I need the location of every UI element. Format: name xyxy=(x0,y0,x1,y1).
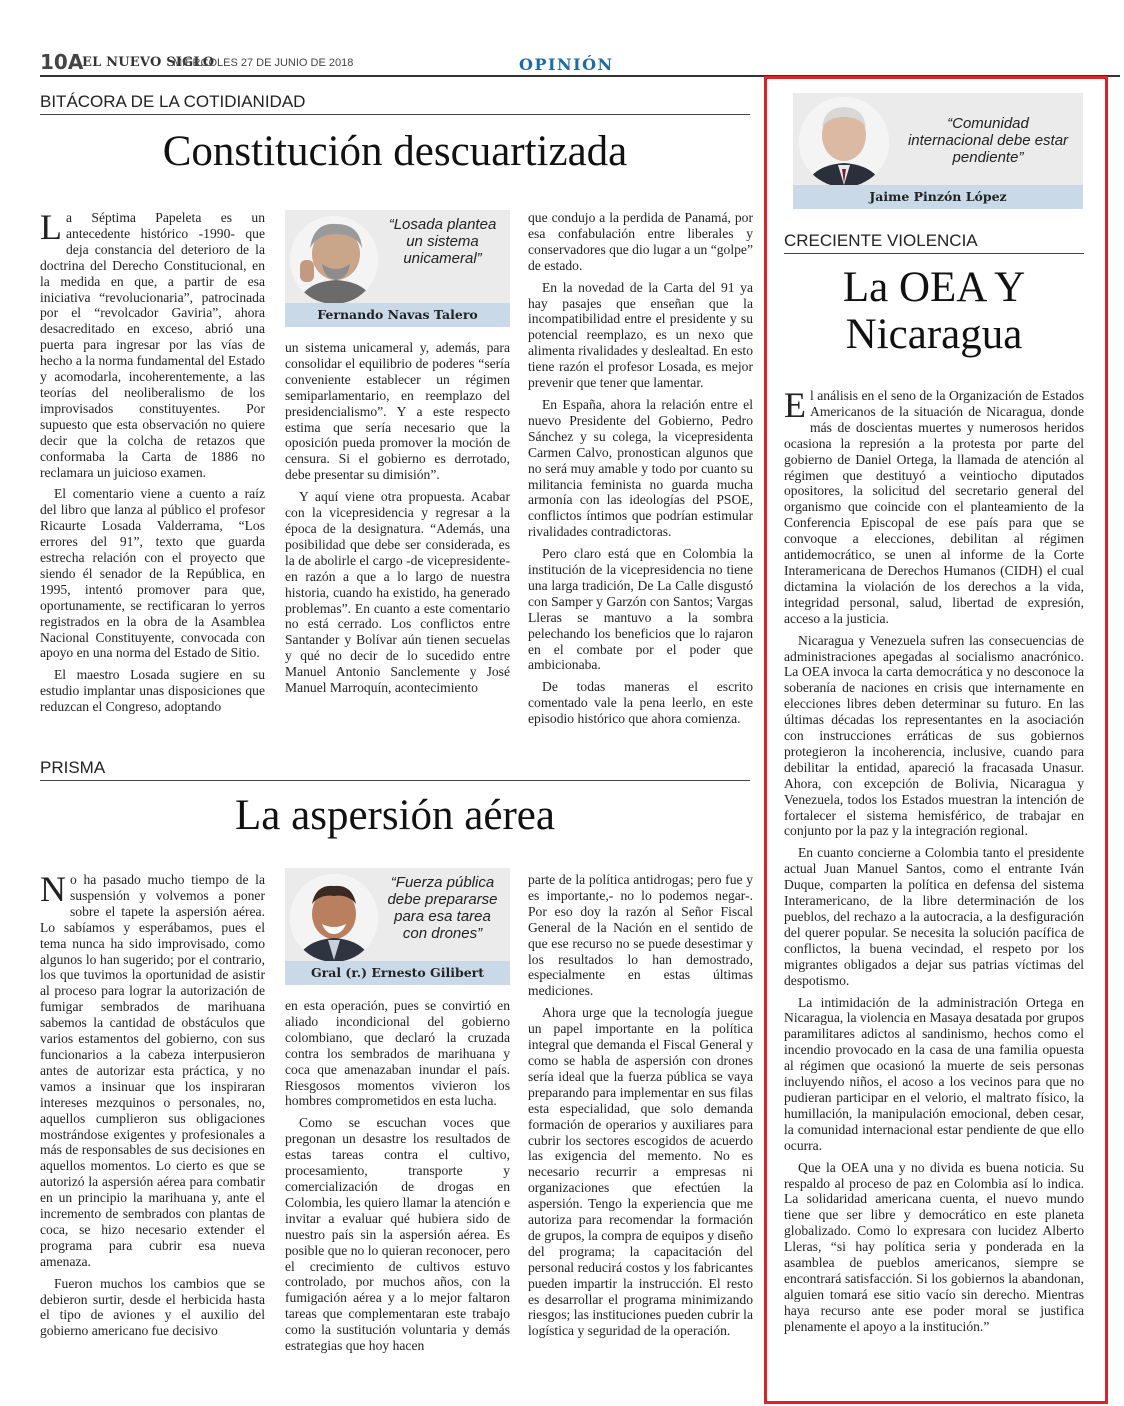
portrait-image xyxy=(290,874,378,962)
drop-cap: L xyxy=(40,210,62,247)
article2-column-2 xyxy=(285,998,510,1392)
article1-col2-para: Y aquí viene otra propuesta. Acabar con la vicepresidencia y regresar a la época de la designatura. “Además, una posibilidad que debe ser considerada, es la de abolirle el cargo -de vicepresidente- en razón a que a lo largo de nuestra historia, cuando ha existido, ha generado problemas”. En cuanto a este comentario no está cerrado. Los conflictos entre Santander y Bolívar aún tienen secuelas y qué no decir de lo sucedido entre Manuel Antonio Sanclemente y José Manuel Marroquín, acontecimiento xyxy=(285,489,510,696)
article2-col1-para: Fueron muchos los cambios que se debieron surtir, desde el herbicida hasta el tipo de aviones y el auxilio del gobierno americano fue decisivo xyxy=(40,1275,265,1339)
article3-quote-box xyxy=(793,93,1083,209)
article1-kicker: BITÁCORA DE LA COTIDIANIDAD xyxy=(40,92,306,111)
article1-col1-para: El maestro Losada sugiere en su estudio implantar unas disposiciones que reduzcan el Congreso, adoptando xyxy=(40,667,265,715)
article1-column-1 xyxy=(40,210,265,730)
article3-para: Que la OEA una y no divida es buena noticia. Su respaldo al proceso de paz en Colombia así lo indica. La solidaridad americana cuenta, el nuevo mundo tiene que ser libre y democrático en este planeta globalizado. Como lo expresara con lucidez Alberto Lleras, “si hay política seria y ponderada en la asamblea de pueblos americanos, siempre se encontrará satisfacción. Si los gobiernos la abandonan, alguien tomará ese sitio vacío sin derecho. Mientras haya recurso ante ese poder moral se justifica plenamente el apoyo a la institución.” xyxy=(784,1159,1084,1334)
article3-para: En cuanto concierne a Colombia tanto el presidente actual Juan Manuel Santos, como el entrante Iván Duque, comparten la política en defensa del sistema Interamericano, de la libre determinación de los pueblos, del rechazo a la autocracia, a la desfiguración del querer popular. Se necesita la solución pacífica de conflictos, la buena vecindad, el respeto por los migrantes obligados a dejar sus patrias víctimas del despotismo. xyxy=(784,845,1084,988)
article2-col3-para: Ahora urge que la tecnología juegue un papel importante en la política integral que demanda el Fiscal General y como se habla de aspersión con drones sería ideal que la fuerza pública se vaya preparando para implementar en sus filas esta especialidad, que solo demanda formación de operarios y auxiliares para cubrir los sectores escogidos de acuerdo las exigencia del memento. No es necesario recurrir a empresas ni organizaciones que efectúen la aspersión. Tengo la experiencia que me autoriza para recomendar la formación de grupos, la compra de equipos y diseño del programa; la capacitación del personal reducirá costos y los fabricantes pueden impartir la instrucción. El resto es desarrollar el programa minimizando riesgos; las instituciones pueden cubrir la logística y seguridad de la operación. xyxy=(528,1005,753,1339)
article3-para: Nicaragua y Venezuela sufren las consecuencias de administraciones apegadas al socialismo anacrónico. La OEA invoca la carta democrática y no desconoce la soberanía de naciones en crisis que internamente en elecciones libres deben determinar su futuro. En las últimas décadas los representantes en la asociación con instrucciones erráticas de sus gobiernos protegieron la incoherencia, inclusive, cuando para debilitar la entidad, apareció la fracasada Unasur. Ahora, con excepción de Bolivia, Nicaragua y Venezuela, todos los Estados muestran la intención de fortalecer el sistema hemisférico, de trabajar en conjunto por la paz y la integración regional. xyxy=(784,632,1084,839)
article2-kicker: PRISMA xyxy=(40,758,106,777)
article2-quote-box xyxy=(285,868,510,985)
newspaper-name: EL NUEVO SIGLO xyxy=(82,55,215,70)
article3-quote: “Comunidad internacional debe estar pendiente” xyxy=(907,115,1069,166)
headline-line-1: La OEA Y xyxy=(842,264,1026,311)
drop-cap: N xyxy=(40,872,66,909)
article1-kicker-rule xyxy=(40,114,750,115)
article1-quote-box xyxy=(285,210,510,327)
drop-cap: E xyxy=(784,388,806,425)
article2-quote: “Fuerza pública debe prepararse para esa tarea con drones” xyxy=(387,874,498,942)
article3-para: La intimidación de la administración Ortega en Nicaragua, la violencia en Masaya desatada por grupos paramilitares adictos al sandinismo, hechos como el incendio provocado en la casa de una familia opuesta al régimen que ocasionó la muerte de seis personas incluyendo niños, el acoso a los vecinos para que no pudieran participar en el velorio, el maltrato físico, la humillación, la manipulación emocional, deben cesar, la comunidad internacional estar pendiente de que ello ocurra. xyxy=(784,994,1084,1153)
para-text: o ha pasado mucho tiempo de la suspensión y volvemos a poner sobre el tapete la aspersión aérea. Lo sabíamos y esperábamos, pues el tema nunca ha sido improvisado, como algunos lo han sugerido; por el contrario, los que tuvimos la oportunidad de asistir al proceso para lograr la autorización de fumigar sembrados de marihuana sabemos la cantidad de obstáculos que varios estamentos del gobierno, con sus funcionarios a la cabeza interpusieron antes de autorizar esta práctica, y no vamos a insinuar que los inspiraran intereses mezquinos o personales, no, aquellos cumplieron sus obligaciones mostrándose exigentes y profesionales a más de responsables de sus decisiones en aquellos momentos. Lo cierto es que se autorizó la aspersión aérea para combatir en un principio la marihuana y, ante el incremento de sembrados con plantas de coca, se hizo necesario extender el programa para cubrir esa nueva amenaza. xyxy=(40,872,265,1269)
article3-para xyxy=(784,388,1084,627)
article1-col3-para: En España, ahora la relación entre el nuevo Presidente del Gobierno, Pedro Sánchez y su colega, la vicepresidenta Carmen Calvo, pronostican algunos que no será muy amable y todo por cuanto su militancia feminista no guarda mucha armonía con las ideologías del PSOE, conflictos íntimos que podrían estimular rivalidades contradictoras. xyxy=(528,396,753,540)
article1-col3-para: En la novedad de la Carta del 91 ya hay pasajes que enseñan que la incompatibilidad entre el presidente y su potencial reemplazo, es un nexo que alimenta rivalidades y deslealtad. En esto tiene razón el profesor Losada, es mejor prevenir que tener que lamentar. xyxy=(528,279,753,391)
article2-col2-para: en esta operación, pues se convirtió en aliado incondicional del gobierno colombiano, que declaró la cruzada contra los sembrados de marihuana y coca que amenazaban inundar el país. Riesgosos momentos vivieron los hombres comprometidos en esta lucha. xyxy=(285,998,510,1109)
para-text: a Séptima Papeleta es un antecedente histórico -1990- que deja constancia del deterioro de la doctrina del Derecho Constitucional, en la medida en que, a partir de esa iniciativa “revolucionaria”, patrocinada por el “revolcador Gaviria”, ahora desacreditado en exceso, abrió una puerta para ingresar por las vías de hecho a la norma fundamental del Estado y acomodarla, incoherentemente, a las teorías del neoliberalismo de los improvisados constituyentes. Por supuesto que esta observación no quiere decir que la colcha de retazos que conformaba la Carta de 1886 no reclamara un juicioso examen. xyxy=(40,210,265,480)
author-portrait xyxy=(290,216,378,304)
portrait-image xyxy=(799,97,889,187)
article1-col3-para: que condujo a la perdida de Panamá, por esa confabulación entre liberales y conservadores que dio lugar a un “golpe” de estado. xyxy=(528,210,753,273)
article2-col3-para: parte de la política antidrogas; pero fue y es importante,- no lo podemos negar-. Por eso doy la razón al Señor Fiscal General de la Nación en el sentido de que ese recurso no se puede desestimar y los resultados lo han demostrado, especialmente en estas últimas mediciones. xyxy=(528,872,753,999)
article1-author: Fernando Navas Talero xyxy=(285,303,510,327)
article1-column-3 xyxy=(528,210,753,730)
article3-kicker: CRECIENTE VIOLENCIA xyxy=(784,231,978,250)
article1-col1-para: El comentario viene a cuento a raíz del libro que lanza al público el profesor Ricaurte Losada Valderrama, “Los errores del 91”, texto que guarda estrecha relación con el proyecto que siendo él senador de la República, en 1995, intentó promover para que, oportunamente, se rectificaran lo yerros registrados en la obra de la Asamblea Nacional Constituyente, convocada con apoyo en una norma del Estado de Sitio. xyxy=(40,486,265,661)
article1-col1-para xyxy=(40,210,265,480)
article3-kicker-rule xyxy=(784,253,1084,254)
article1-col2-para: un sistema unicameral y, además, para consolidar el equilibrio de poderes “sería conveniente establecer un régimen semiparlamentario, en reemplazo del presidencialismo”. Y a este respecto estima que sería necesario que la oposición pueda promover la moción de censura. Si el gobierno es derrotado, debe presentar su dimisión”. xyxy=(285,340,510,483)
article1-column-2 xyxy=(285,340,510,730)
page-number: 10A xyxy=(40,50,84,74)
headline-line-2: Nicaragua xyxy=(845,311,1023,359)
article3-body xyxy=(784,388,1084,1378)
article3-author: Jaime Pinzón López xyxy=(793,185,1083,209)
article3-headline xyxy=(784,264,1084,359)
article1-col3-para: Pero claro está que en Colombia la institución de la vicepresidencia no tiene una larga tradición, De La Calle disgustó con Samper y Garzón con Santos; Vargas Lleras se mantuvo a la sombra pelechando los beneficios que lo rajaron en el combate por el poder que ambicionaba. xyxy=(528,546,753,673)
para-text: l análisis en el seno de la Organización de Estados Americanos de la situación de Nicaragua, donde más de doscientas muertes y numerosos heridos ocasiona la represión a la protesta por parte del gobierno de Daniel Ortega, la llamada de atención al régimen que destituyó a veintiocho diputados opositores, la solicitud del secretario general del organismo que coincide con el planteamiento de la Conferencia Episcopal de ese país para que se convoque a elecciones, debilitan al régimen antidemocrático, se unen al informe de la Corte Interamericana de Derechos Humanos (CIDH) el cual dictamina la violación de los derechos a la vida, integridad personal, salud, libertad de expresión, acceso a la justicia. xyxy=(784,388,1084,626)
article1-col3-para: De todas maneras el escrito comentado vale la pena leerlo, en este episodio histórico que ahora comienza. xyxy=(528,679,753,727)
issue-date: MIÉRCOLES 27 DE JUNIO DE 2018 xyxy=(173,57,354,69)
article2-column-1 xyxy=(40,872,265,1392)
article2-headline: La aspersión aérea xyxy=(235,792,555,839)
article2-author: Gral (r.) Ernesto Gilibert xyxy=(285,961,510,985)
article2-kicker-rule xyxy=(40,780,750,781)
section-title: OPINIÓN xyxy=(519,55,614,74)
article1-headline: Constitución descuartizada xyxy=(162,128,628,175)
portrait-image xyxy=(290,216,378,304)
article1-quote: “Losada plantea un sistema unicameral” xyxy=(388,216,497,267)
article2-column-3 xyxy=(528,872,753,1392)
author-portrait xyxy=(290,874,378,962)
article2-col2-para: Como se escuchan voces que pregonan un desastre los resultados de estas tareas contra el cultivo, procesamiento, transporte y comercialización de drogas en Colombia, les quiero llamar la atención e invitar a evaluar qué hubiera sido de nuestro país sin la aspersión aérea. Es posible que no lo quieran reconocer, pero el crecimiento de cultivos estuvo controlado, por muchos años, con la fumigación aérea y a lo mejor faltaron tareas que complementaran este trabajo como la sustitución voluntaria y demás estrategias que hoy hacen xyxy=(285,1115,510,1354)
article2-col1-para xyxy=(40,872,265,1270)
author-portrait xyxy=(799,97,889,187)
